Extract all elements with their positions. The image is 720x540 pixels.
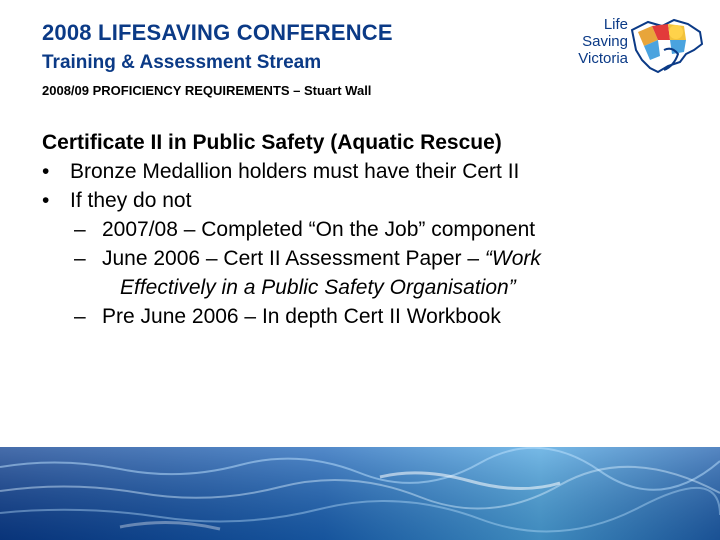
sub-item-text-plain: June 2006 – Cert II Assessment Paper –	[102, 247, 485, 270]
logo-text	[578, 16, 628, 67]
sub-item	[42, 215, 682, 244]
dash-mark: –	[74, 218, 86, 241]
victoria-map-icon	[628, 10, 706, 90]
sub-item-text	[102, 247, 541, 270]
sub-item-text-italic: “Work	[484, 247, 541, 270]
sub-item-text-continued: Effectively in a Public Safety Organisation”	[120, 276, 516, 299]
logo-line-life: Life	[603, 16, 628, 33]
logo-line-saving: Saving	[582, 33, 628, 50]
requirements-line: 2008/09 PROFICIENCY REQUIREMENTS – Stuart Wall	[42, 83, 372, 98]
conference-title: 2008 LIFESAVING CONFERENCE	[42, 20, 393, 45]
sub-item-text: 2007/08 – Completed “On the Job” component	[102, 218, 536, 241]
slide-body	[42, 128, 682, 331]
bullet-mark: •	[42, 160, 50, 183]
sub-item	[42, 302, 682, 331]
bullet-item	[42, 157, 682, 186]
life-saving-victoria-logo	[556, 10, 706, 90]
dash-mark: –	[74, 247, 86, 270]
dash-mark: –	[74, 305, 86, 328]
logo-line-victoria: Victoria	[578, 50, 628, 67]
sub-item	[42, 244, 682, 302]
bullet-mark: •	[42, 189, 50, 212]
bullet-text: If they do not	[70, 189, 192, 212]
water-banner	[0, 447, 720, 540]
sub-item-text: Pre June 2006 – In depth Cert II Workbook	[102, 305, 501, 328]
stream-subtitle: Training & Assessment Stream	[42, 52, 322, 73]
bullet-text: Bronze Medallion holders must have their Cert II	[70, 160, 520, 183]
bullet-item	[42, 186, 682, 215]
certificate-heading: Certificate II in Public Safety (Aquatic Rescue)	[42, 131, 502, 154]
